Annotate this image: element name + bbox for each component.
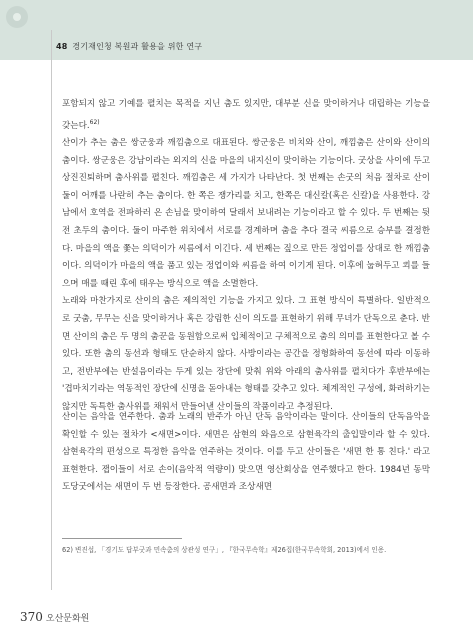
page-number: 370	[20, 610, 43, 624]
paragraph: 산이가 추는 춤은 쌍군웅과 깨낌춤으로 대표된다. 쌍군웅은 비치와 산이, 깨낌춤은 산이와 산이의 춤이다. 쌍군웅은 강남이라는 외지의 신을 마을의 내지신이 맞이하는 기능이다. 굿상을 사이에 두고 상진진퇴하며 춤사위를 펼친다. 깨낌춤은 세 가지가 나타난다. 첫 번째는 손굿의 처음 절차로 산이 둘이 어깨를 나란히 추는 춤이다. 한 쪽은 쟁가리를 치고, 한쪽은 대신칼(혹은 신칼)을 사용한다. 강남에서 호역을 전파하러 온 손님을 맞이하여 달래서 보내려는 기능이라고 할 수 있다. 두 번째는 뒷전 초두의 춤이다. 둘이 마주한 위치에서 서로를 경계하며 춤을 추다 결국 씨름으로 승부를 결정한다. 마을의 액을 쫓는 의덕이가 씨름에서 이긴다. 세 번째는 짚으로 만든 정업이를 상대로 한 깨낌춤이다. 의덕이가 마을의 액을 품고 있는 정업이와 씨름을 하여 이기게 된다. 이후에 눕혀두고 쾨를 들으며 매를 때린 후에 태우는 방식으로 액을 소멸한다.	[62, 138, 430, 289]
footnote-ref: 62)	[89, 118, 100, 126]
running-header	[56, 41, 202, 52]
paragraph: 산이는 음악을 연주한다. 춤과 노래의 반주가 아닌 단독 음악이라는 말이다. 산이들의 단독음악을 확인할 수 있는 절차가 <새면>이다. 새면은 삼현의 와음으로 삼현육각의 출입말이라 할 수 있다. 삼현육각의 편성으로 특정한 음악을 연주하는 것이다. 이를 두고 산이들은 '새면 한 통 친다.' 라고 표현한다. 잽이들이 서로 손이(음악적 역량이) 맞으면 영산회상을 연주했다고 한다. 1984년 동막도당굿에서는 새면이 두 번 등장한다. 공새면과 조상새면	[62, 412, 430, 493]
margin-rule	[51, 30, 52, 590]
book-title: 오산문화원	[45, 614, 90, 624]
paragraph: 노래와 마찬가지로 산이의 춤은 제의적인 기능을 가지고 있다. 그 표현 방식이 특별하다. 일반적으로 굿춤, 무무는 신을 맞이하거나 혹은 강림한 신이 의도를 표현하기 위해 무녀가 단독으로 춘다. 반면 산이의 춤은 두 명의 춤꾼을 동원함으로써 입체적이고 구체적으로 춤의 의미를 표현한다고 볼 수 있다. 또한 춤의 동선과 형태도 단순하지 않다. 사방이라는 공간을 정형화하여 동선에 따라 이동하고, 전반부에는 반설음이라는 두게 있는 장단에 맞춰 위와 아래의 춤사위를 펼치다가 후반부에는 '겹마치기라는 역동적인 장단에 신명을 돋아내는 형태를 갖추고 있다. 체계적인 구성에, 화려하기는 않지만 독특한 춤사위를 채워서 만들어낸 산이들의 작품이라고 추정된다.	[62, 296, 430, 412]
body-block-2	[62, 409, 430, 497]
header-band	[0, 0, 473, 60]
footnote: 62) 변진섭, 「경기도 답부굿과 민속춤의 상관성 연구」, 『한국무속학』제26집(한국무속학회, 2013)에서 인용.	[62, 546, 387, 554]
chapter-number: 48	[56, 42, 68, 51]
footnote-divider	[62, 538, 182, 539]
page-footer	[20, 610, 89, 624]
chapter-title: 경기재인청 복원과 활용을 위한 연구	[72, 42, 203, 51]
body-block-1	[62, 96, 430, 417]
publisher-logo	[6, 6, 28, 28]
paragraph: 포함되지 않고 기예를 펼치는 목적을 지닌 춤도 있지만, 대부분 신을 맞이하거나 대립하는 기능을 갖는다.$^{62)}$	[62, 99, 430, 131]
